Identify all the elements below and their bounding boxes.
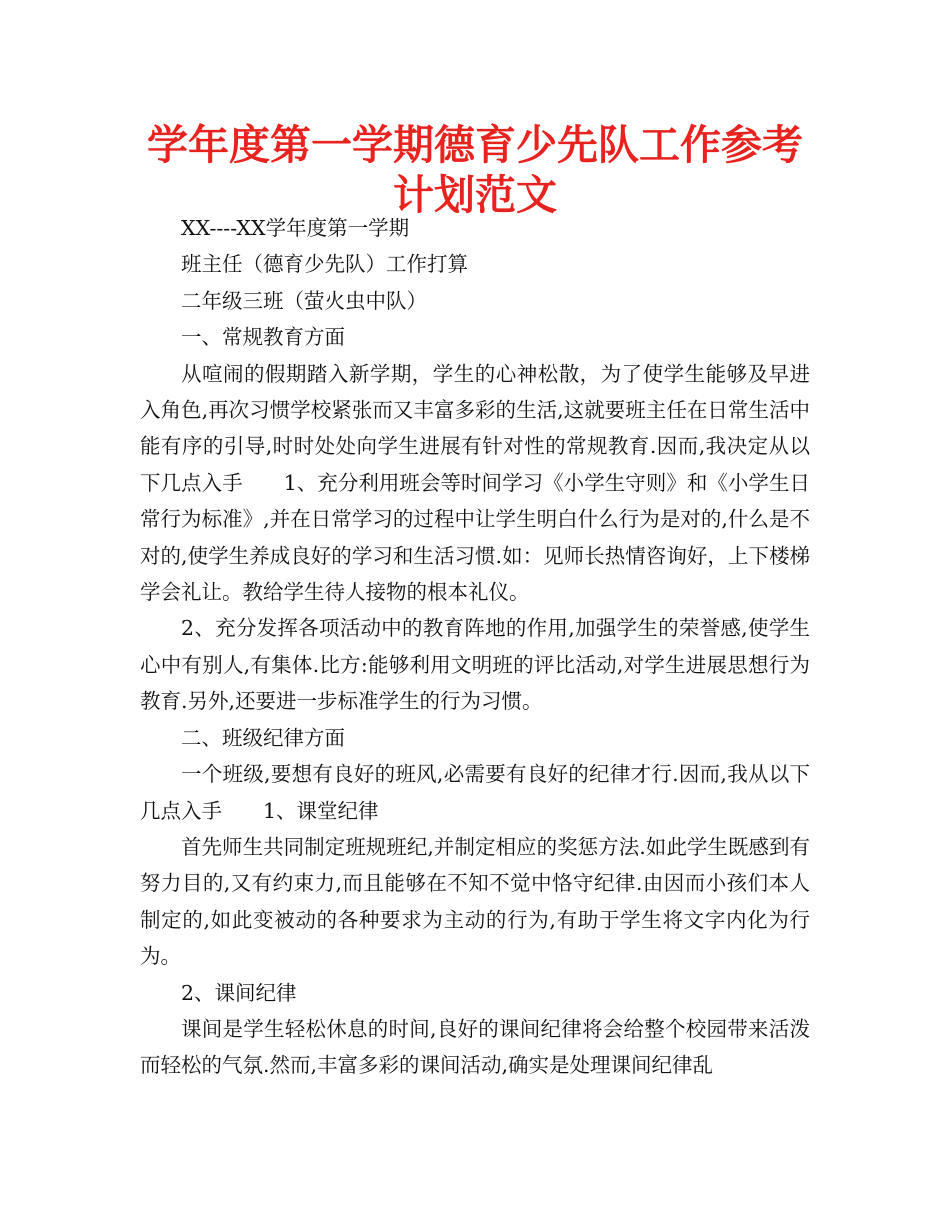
paragraph-activities: 2、充分发挥各项活动中的教育阵地的作用,加强学生的荣誉感,使学生心中有别人,有集体.比方:能够利用文明班的评比活动,对学生进展思想行为教育.另外,还要进一步标准学生的行为习惯。 [140,616,810,714]
paragraph-discipline-intro: 一个班级,要想有良好的班风,必需要有良好的纪律才行.因而,我从以下几点入手 1、课堂纪律 [140,762,810,823]
paragraph-plan-heading: 班主任（德育少先队）工作打算 [181,252,468,277]
paragraph-school-year: XX----XX学年度第一学期 [181,216,410,240]
section-heading-discipline: 二、班级纪律方面 [181,725,345,750]
subheading-break-discipline: 2、课间纪律 [181,980,297,1005]
paragraph-break-discipline: 课间是学生轻松休息的时间,良好的课间纪律将会给整个校园带来活泼而轻松的气氛.然而,丰富多彩的课间活动,确实是处理课间纪律乱 [140,1016,810,1078]
paragraph-routine-education: 从喧闹的假期踏入新学期，学生的心神松散，为了使学生能够及早进入角色,再次习惯学校紧张而又丰富多彩的生活,这就要班主任在日常生活中能有序的引导,时时处处向学生进展有针对性的常规教育.因而,我决定从以下几点入手 1、充分利用班会等时间学习《小学生守则》和《小学生日常行为标准》,并在日常学习的过程中让学生明白什么行为是对的,什么是不对的,使学生养成良好的学习和生活习惯.如：见师长热情咨询好，上下楼梯学会礼让。教给学生待人接物的根本礼仪。 [140,361,810,605]
document-body [140,210,810,1084]
paragraph-class-rules: 首先师生共同制定班规班纪,并制定相应的奖惩方法.如此学生既感到有努力目的,又有约束力,而且能够在不知不觉中恪守纪律.由因而小孩们本人制定的,如此变被动的各种要求为主动的行为,有助于学生将文字内化为行为。 [140,834,810,969]
section-heading-routine-education: 一、常规教育方面 [181,325,345,350]
document-title: 学年度第一学期德育少先队工作参考计划范文 [147,121,803,219]
paragraph-class-name: 二年级三班（萤火虫中队） [181,288,427,313]
